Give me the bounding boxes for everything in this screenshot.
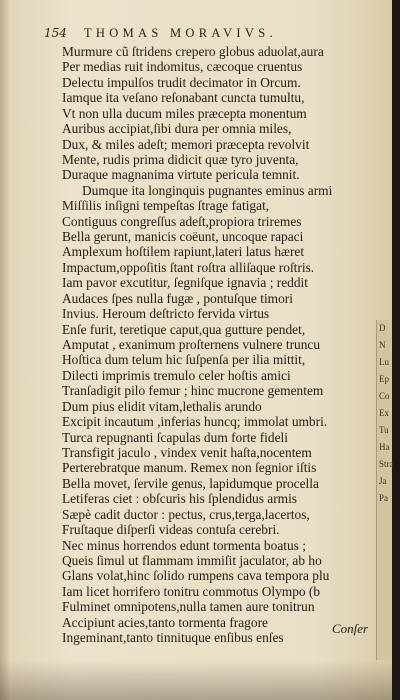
verse-line: Iam pavor excutitur, ſegniſque ignavia ; reddit [62,275,308,291]
index-tab-letter: Ha [379,442,390,452]
verse-line: Iamque ita veſano reſonabant cuncta tumultu, [62,90,305,106]
verse-line: Invius. Heroum deſtricto fervida virtus [62,306,270,322]
verse-line: Excipit incautum ,inferias huncq; immolat umbri. [62,414,328,430]
verse-line: Transfigit jaculo , vindex venit haſta,nocentem [62,444,312,460]
verse-line: Dux, & miles adeſt; memori præcepta revolvit [62,136,310,152]
verse-line: Iam licet horrifero tonitru commotus Olympo (b [62,583,321,599]
index-tab-letter: Ep [379,374,389,384]
verse-line: Ingeminant,tanto tinnituque enſibus enſes [62,630,284,646]
index-tab-letter: Ja [379,476,387,486]
verse-line: Enſe furit, teretique caput,qua gutture pendet, [62,321,306,337]
verse-line: Tranſadigit pilo femur ; hinc mucrone gementem [62,383,324,399]
verse-line: Delectu impulſos trudit decimator in Orcum. [62,74,301,90]
verse-line: Audaces ſpes nulla fugæ , pontuſque timori [62,290,293,306]
verse-line: Glans volat,hinc ſolido rumpens cava tempora plu [62,568,330,584]
verse-line: Nec minus horrendos edunt tormenta boatus ; [62,537,306,553]
index-tab-letter: Tu [379,425,389,435]
verse-line: Fruſtaque diſperſi videas contuſa cerebri. [62,522,280,538]
page-bottom-shadow [0,660,392,700]
verse-line: Letiferas ciet : obſcuris his ſplendidus armis [62,491,298,507]
index-tab-strip [376,320,392,660]
verse-line: Vt non ulla ducum miles præcepta monentum [62,105,307,121]
verse-line: Amplexum hoſtilem rapiunt,lateri latus hæret [62,244,305,260]
index-tab-letter: Pa [379,493,388,503]
verse-line: Amputat , exanimum proſternens vulnere truncu [62,337,321,353]
verse-line: Sæpè cadit ductor : pectus, crus,terga,lacertos, [62,506,310,522]
verse-line: Dum pius elidit vitam,lethalis arundo [62,398,262,414]
index-tab-letter: N [379,340,386,350]
index-tab-letter: Co [379,391,390,401]
verse-line: Bella gerunt, manicis coëunt, uncoque rapaci [62,229,304,245]
verse-line: Turca repugnanti ſcapulas dum forte fideli [62,429,288,445]
verse-line: Accipiunt acies,tanto tormenta fragore [62,614,268,630]
verse-line: Auribus accipiat,ſibi dura per omnia miles, [62,121,292,137]
verse-line: Dumque ita longinquis pugnantes eminus armi [82,182,333,198]
verse-line: Murmure cũ ſtridens crepero globus aduolat,aura [62,44,324,59]
verse-line: Bella movet, ſervile genus, lapidumque procella [62,475,319,491]
page-number: 154 [44,26,67,40]
verse-line: Fulminet omnipotens,nulla tamen aure tonitrun [62,599,315,615]
gutter-shadow [0,0,10,700]
index-tab-letter: Ex [379,408,389,418]
page-header [44,26,392,44]
index-tab-letter: Lu [379,357,389,367]
running-head: THOMAS MORAVIVS. [84,26,277,40]
index-tab-letter: D [379,323,386,333]
verse-line: Perterebratque manum. Remex non ſegnior iſtis [62,460,317,476]
verse-line: Impactum,oppoſitis ſtant roſtra alliſaque roſtris. [62,259,315,275]
verse-line: Queis ſimul ut flammam immiſit jaculator, ab ho [62,552,322,568]
verse-line: Hoſtica dum telum hic ſuſpenſa per ilia mittit, [62,352,306,368]
verse-line: Per medias ruit indomitus, cæcoque cruentus [62,59,303,75]
verse-line: Dilecti imprimis tremulo celer hoſtis amici [62,367,291,383]
verse-line: Contiguus congreſſus adeſt,propiora triremes [62,213,302,229]
verse-line: Miſſilis inſigni tempeſtas ſtrage fatigat, [62,198,270,214]
verse-text-block [62,44,392,645]
index-tab-letter: Stra [379,459,394,469]
catchword: Conſer [332,621,369,636]
verse-line: Mente, rudis prima didicit quæ tyro juventa, [62,151,299,167]
verse-line: Duraque magnanima virtute pericula temnit. [62,167,300,183]
